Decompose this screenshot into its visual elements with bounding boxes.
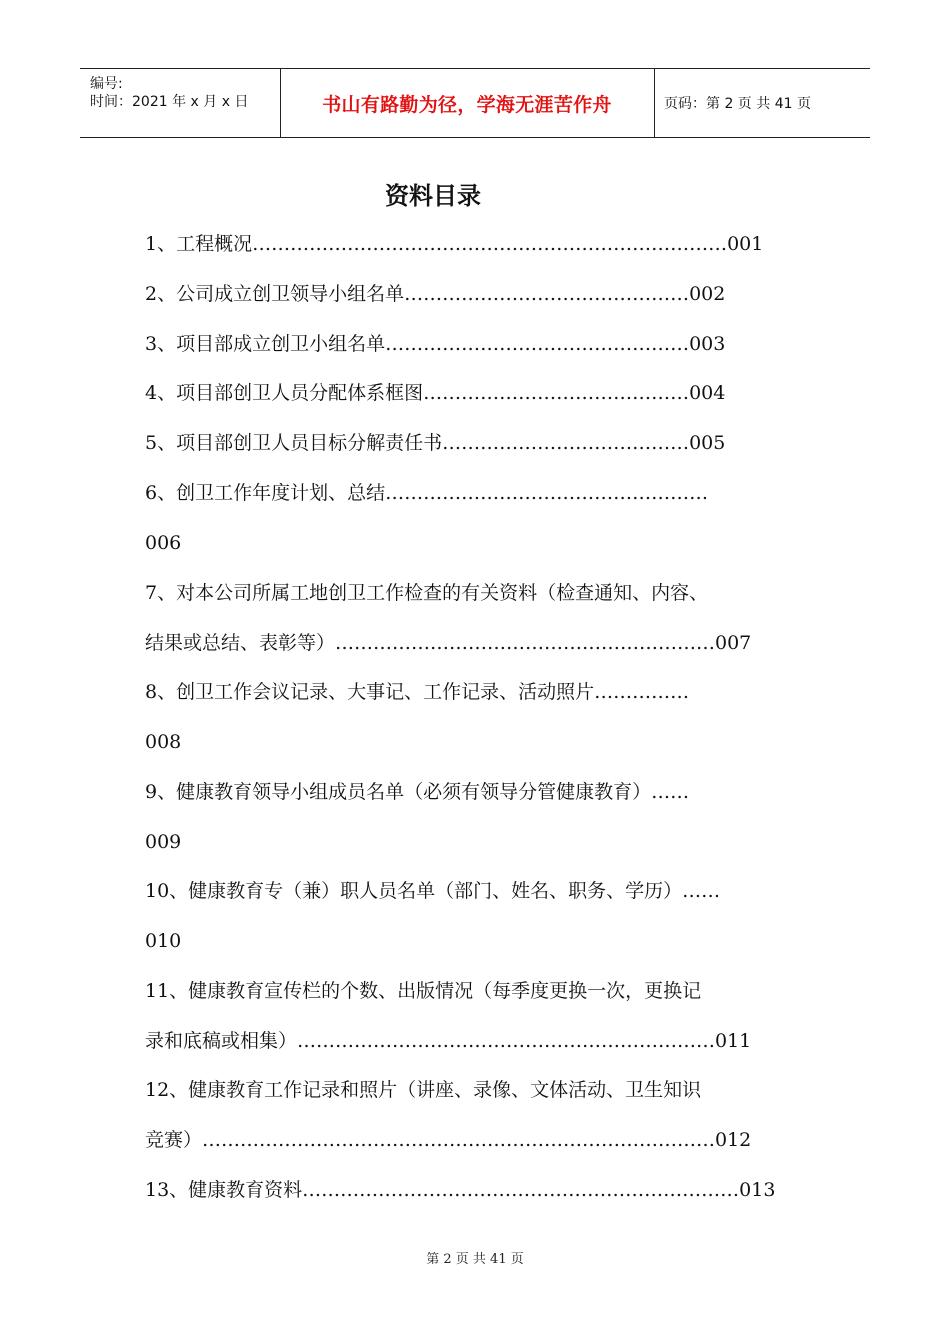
toc-line: 006 bbox=[145, 532, 182, 554]
toc-line: 7、对本公司所属工地创卫工作检查的有关资料（检查通知、内容、 bbox=[145, 582, 709, 604]
header-table bbox=[80, 68, 870, 138]
toc-line: 9、健康教育领导小组成员名单（必须有领导分管健康教育）…… bbox=[145, 781, 690, 803]
header-page-info: 页码：第 2 页 共 41 页 bbox=[664, 96, 811, 112]
page-footer: 第 2 页 共 41 页 bbox=[426, 1252, 524, 1267]
toc-line: 8、创卫工作会议记录、大事记、工作记录、活动照片…………… bbox=[145, 681, 690, 703]
toc-line: 2、公司成立创卫领导小组名单………………………………………002 bbox=[145, 283, 726, 305]
toc-line: 4、项目部创卫人员分配体系框图……………………………………004 bbox=[145, 382, 726, 404]
toc-line: 13、健康教育资料……………………………………………………………013 bbox=[145, 1179, 776, 1201]
toc-line: 12、健康教育工作记录和照片（讲座、录像、文体活动、卫生知识 bbox=[145, 1079, 702, 1101]
header-meta-cell bbox=[80, 69, 281, 137]
header-slogan: 书山有路勤为径，学海无涯苦作舟 bbox=[280, 69, 655, 137]
toc-line: 11、健康教育宣传栏的个数、出版情况（每季度更换一次，更换记 bbox=[145, 980, 702, 1002]
toc-line: 结果或总结、表彰等）……………………………………………………007 bbox=[145, 632, 752, 654]
toc-line: 3、项目部成立创卫小组名单…………………………………………003 bbox=[145, 333, 726, 355]
page-title: 资料目录 bbox=[385, 182, 481, 210]
document-date-label: 时间：2021 年 x 月 x 日 bbox=[90, 94, 249, 110]
toc-line: 竞赛）………………………………………………………………………012 bbox=[145, 1129, 752, 1151]
document-number-label: 编号: bbox=[90, 76, 123, 92]
toc-line: 010 bbox=[145, 930, 182, 952]
toc-line: 录和底稿或相集）…………………………………………………………011 bbox=[145, 1030, 752, 1052]
toc-line: 10、健康教育专（兼）职人员名单（部门、姓名、职务、学历）…… bbox=[145, 880, 721, 902]
toc-line: 1、工程概况…………………………………………………………………001 bbox=[145, 233, 764, 255]
toc-line: 008 bbox=[145, 731, 182, 753]
toc-line: 6、创卫工作年度计划、总结…………………………………………… bbox=[145, 482, 709, 504]
toc-line: 009 bbox=[145, 831, 182, 853]
toc-line: 5、项目部创卫人员目标分解责任书…………………………………005 bbox=[145, 432, 726, 454]
